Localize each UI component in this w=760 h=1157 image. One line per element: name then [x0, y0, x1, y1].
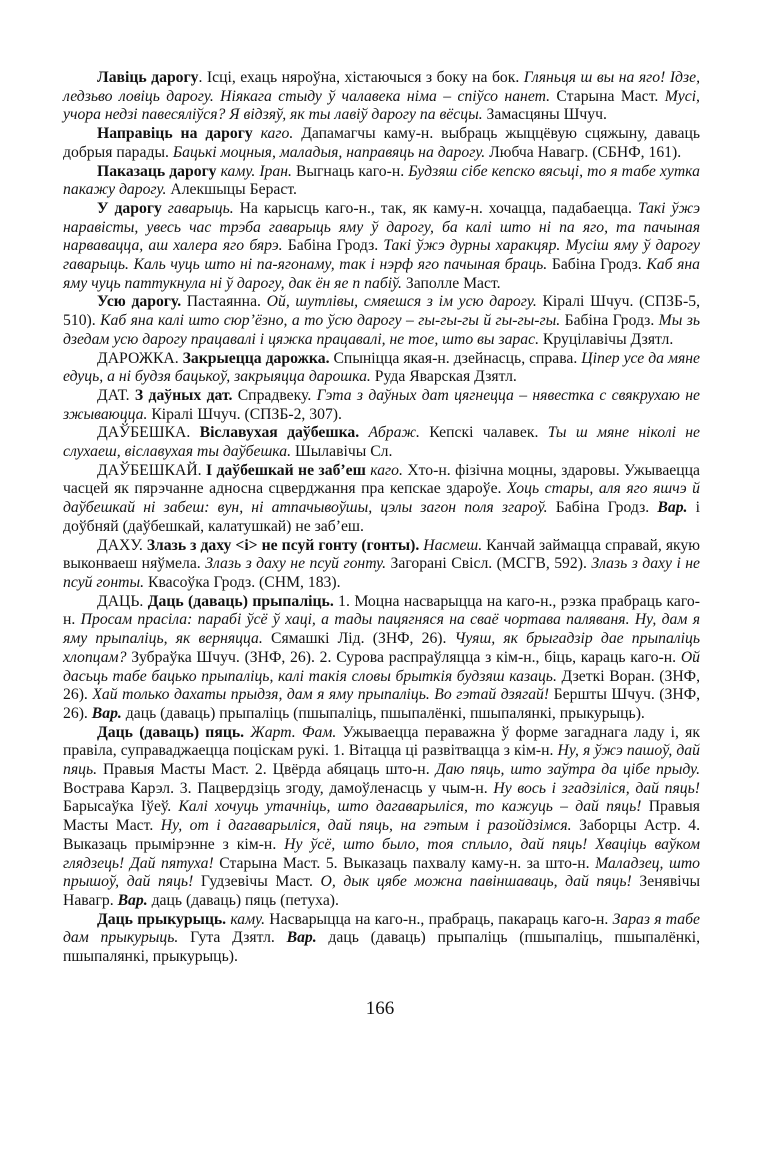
text-run: каму.: [230, 910, 266, 928]
text-run: 1. Моцна насварыцца на каго-н., рэзка прабраць каго-н.: [63, 592, 700, 629]
text-run: Насварыцца на каго-н., прабраць, пакараць каго-н.: [265, 910, 613, 928]
text-run: каго.: [370, 461, 403, 479]
text-run: Злазь з даху не псуй гонту.: [205, 555, 387, 573]
text-run: Ты ш мяне ніколі не слухаеш, віславухая ты даўбешка.: [63, 424, 701, 461]
text-run: даць (даваць) прыпаліць (пшыпаліць, пшыпалёнкі, пшыпалянкі, прыкурыць).: [63, 929, 701, 966]
text-run: Ужываецца пераважна ў форме загаднага ладу і, як правіла, суправаджаецца поціскам рукі. 1. Вітацца ці развітвацца з кім-н.: [63, 723, 701, 760]
text-run: Заполле Маст.: [401, 274, 501, 292]
text-run: Даць прыкурыць.: [97, 910, 227, 928]
text-run: Дзеткі Воран. (ЗНФ, 26).: [63, 667, 700, 704]
text-run: ДАТ.: [97, 386, 135, 404]
text-run: Круцілавічы Дзятл.: [539, 330, 674, 348]
text-run: Вар.: [286, 929, 317, 947]
text-run: Зенявічы Навагр.: [63, 873, 701, 909]
text-run: . Ісці, ехаць няроўна, хістаючыся з боку на бок.: [198, 69, 524, 86]
text-run: Выгнаць каго-н.: [291, 162, 409, 180]
text-run: Ой дасьць табе бацько прыпаліць, калі такія словы брыткія будзяш казаць.: [63, 648, 700, 685]
text-run: Спыніцца якая-н. дзейнасць, справа.: [329, 349, 582, 367]
text-run: Гута Дзятл.: [178, 929, 287, 947]
text-run: ДАХУ.: [97, 536, 147, 554]
text-run: Ну, я ўжэ пашоў, дай пяць.: [63, 742, 700, 779]
text-run: Вар.: [657, 499, 688, 517]
text-run: Просам прасіла: парабі ўсё ў хаці, а тады пацягняся на сваё чортава паляваня. Ну, дам я яму прыпаліць, як верняцца.: [63, 611, 700, 648]
text-run: Правыя Масты Маст.: [63, 798, 700, 835]
text-run: Насмеш.: [423, 536, 483, 554]
text-run: Такі ўжэ дурны харакцяр. Мусіш яму ў дарогу гаварыць. Каль чуць што ні па-ягонаму, так і нэрф яго пачыная браць.: [63, 237, 700, 274]
text-run: Ну, от і дагаварыліся, дай пяць, на гэтым і разойдзімся.: [160, 817, 572, 835]
text-run: Замасцяны Шчуч.: [486, 106, 607, 124]
text-run: У дарогу: [97, 199, 168, 217]
dictionary-entry: [63, 163, 700, 200]
text-run: Спрадвеку.: [232, 386, 317, 404]
dictionary-entry: [63, 462, 700, 537]
text-run: Хто-н. фізічна моцны, здаровы. Ужываецца часцей як пярэчанне адносна сцверджання пра кепскае здароўе.: [63, 461, 700, 498]
text-run: Даць (даваць) пяць.: [97, 723, 245, 741]
text-run: і доўбняй (даўбешкай, калатушкай) не заб’еш.: [63, 499, 701, 535]
text-run: [359, 424, 368, 441]
dictionary-entry: [63, 537, 700, 593]
text-run: Бабіна Гродз.: [560, 312, 659, 330]
text-run: На карысць каго-н., так, як каму-н. хочацца, падабаецца.: [233, 199, 638, 217]
text-run: Старына Маст. 5. Выказаць пахвалу каму-н. за што-н.: [213, 854, 596, 872]
text-run: Лавіць дарогу: [97, 69, 199, 86]
dictionary-entry: [63, 200, 700, 294]
text-run: Бабіна Гродз.: [547, 256, 647, 274]
text-run: Такі ўжэ наравісты, увесь час трэба гаварыць яму ў дарогу, ба калі што ні па яго, та пачыная нарвавацца, аш халера яго бярэ.: [63, 199, 700, 255]
text-run: ДАЎБЕШКА.: [97, 424, 200, 442]
text-run: Гляньця ш вы на яго! Ідзе, ледзьво ловіць дарогу. Ніякага стыду ў чалавека німа – спіўсо нанет.: [63, 69, 701, 105]
text-run: даць (даваць) пяць (петуха).: [147, 891, 339, 909]
text-run: Кіралі Шчуч. (СПЗБ-5, 510).: [63, 293, 701, 330]
text-run: Пастаянна.: [181, 293, 267, 311]
text-run: Ціпер усе да мяне едуць, а ні будзя бацькоў, закрыяцца дарошка.: [63, 349, 700, 386]
text-run: Ну ўсё, што было, тоя сплыло, дай пяць! Хваціць ваўком глядзець! Дай пятуха!: [63, 835, 700, 872]
text-run: Паказаць дарогу: [97, 162, 221, 180]
text-run: Бабіна Гродз.: [282, 237, 384, 255]
text-run: І даўбешкай не заб’еш: [206, 461, 371, 479]
text-run: Закрыецца дарожка.: [182, 349, 330, 367]
text-run: Вар.: [91, 704, 122, 722]
text-run: каго.: [260, 125, 294, 143]
text-run: Бабіна Гродз.: [547, 499, 658, 517]
text-run: Каб яна калі што сюр’ёзно, а то ўсю дарогу – гы-гы-гы й гы-гы-гы.: [100, 312, 561, 330]
page-number: 166: [365, 998, 395, 1019]
text-run: даць (даваць) прыпаліць (пшыпаліць, пшыпалёнкі, пшыпалянкі, прыкурыць).: [121, 704, 645, 722]
text-run: Вар.: [117, 891, 148, 909]
text-run: Даю пяць, што заўтра да цібе прыду.: [435, 761, 700, 779]
dictionary-entry: [63, 293, 700, 349]
page-body: [63, 69, 700, 967]
text-run: Дапамагчы каму-н. выбраць жыццёвую сцяжыну, даваць добрыя парады.: [63, 125, 701, 161]
text-run: Злазь з даху <і> не псуй гонту (гонты).: [146, 536, 420, 554]
text-run: Направіць на дарогу: [97, 125, 261, 143]
text-run: Барысаўка Іўеў.: [63, 798, 179, 816]
text-run: Калі хочуць утачніць, што дагаварыліся, то кажуць – дай пяць!: [178, 798, 642, 816]
text-run: Шылавічы Сл.: [291, 443, 393, 461]
text-run: Зараз я табе дам прыкурыць.: [63, 910, 700, 947]
dictionary-entry: [63, 125, 700, 162]
text-run: Віславухая даўбешка.: [199, 424, 360, 442]
text-run: Злазь з даху і не псуй гонты.: [63, 555, 701, 591]
text-run: О, дык цябе можна павіншаваць, дай пяць!: [320, 873, 632, 891]
text-run: Любча Навагр. (СБНФ, 161).: [485, 143, 682, 161]
text-run: Бацькі моцныя, маладыя, направяць на дарогу.: [172, 143, 486, 161]
text-run: Жарт. Фам.: [250, 723, 337, 741]
text-run: Правыя Масты Маст. 2. Цвёрда абяцаць што-н.: [97, 761, 436, 779]
text-run: Загорані Свісл. (МСГВ, 592).: [386, 555, 592, 573]
text-run: З даўных дат.: [134, 386, 233, 404]
text-run: Ну вось і згадзіліся, дай пяць!: [493, 779, 701, 797]
dictionary-entry: [63, 69, 700, 125]
text-run: Маладзец, што прышоў, дай пяць!: [63, 854, 700, 891]
dictionary-entry: [63, 593, 700, 724]
text-run: ДАЦЬ.: [97, 592, 148, 610]
text-run: Сямашкі Лід. (ЗНФ, 26).: [262, 630, 455, 648]
text-run: Заборцы Астр. 4. Выказаць прымірэнне з кім-н.: [63, 817, 700, 853]
dictionary-entry: [63, 350, 700, 387]
text-run: Зубраўка Шчуч. (ЗНФ, 26). 2. Сурова распраўляцца з кім-н., біць, караць каго-н.: [126, 648, 681, 666]
text-run: Хоць стары, аля яго яшчэ й даўбешкай ні забеш: вун, ні атпачывоўшы, цэлы загон поля згароў.: [63, 480, 700, 517]
text-run: Усю дарогу.: [97, 293, 182, 311]
text-run: Будзяш сібе кепско вясьці, то я табе хутка пакажу дарогу.: [63, 162, 700, 199]
text-run: Ой, шутлівы, смяешся з ім усю дарогу.: [266, 293, 537, 311]
text-run: Кепскі чалавек.: [419, 424, 548, 442]
text-run: каму. Іран.: [220, 162, 292, 180]
dictionary-entry: [63, 387, 700, 424]
text-run: Чуяш, як брыгадзір дае прыпаліць хлопцам?: [63, 630, 700, 666]
text-run: Руда Яварская Дзятл.: [370, 368, 517, 386]
text-run: Гудзевічы Маст.: [193, 873, 321, 891]
text-run: гаварыць.: [167, 199, 234, 217]
text-run: ДАЎБЕШКАЙ.: [97, 461, 206, 479]
text-run: Абраж.: [368, 424, 420, 442]
text-run: Гэта з даўных дат цягнецца – нявестка с свякрухаю не зжываюцца.: [63, 386, 700, 423]
dictionary-entry: [63, 724, 700, 911]
text-run: Старына Маст.: [556, 87, 665, 105]
text-run: Кіралі Шчуч. (СПЗБ-2, 307).: [147, 405, 342, 423]
text-run: Каб яна яму чуць паттукнула ні ў дарогу, дак ён яе п пабіў.: [63, 256, 700, 292]
text-run: Мусі, учора недзі павесяліўся? Я відзяў, як ты лавіў дарогу па вёсцы.: [63, 87, 700, 124]
dictionary-entry: [63, 911, 700, 967]
text-run: Вострава Карэл. 3. Пацвердзіць згоду, дамоўленасць у чым-н.: [63, 779, 494, 797]
text-run: Бершты Шчуч. (ЗНФ, 26).: [63, 686, 701, 722]
text-run: Квасоўка Гродз. (СНМ, 183).: [144, 573, 341, 591]
text-run: ДАРОЖКА.: [97, 349, 183, 367]
text-run: Хай только дахаты прыдзя, дам я яму прыпаліць. Во гэтай дзягай!: [92, 686, 550, 704]
text-run: Мы зь дзедам усю дарогу працавалі і цяжка працавалі, не тое, што вы зарас.: [63, 312, 700, 348]
text-run: Даць (даваць) прыпаліць.: [147, 592, 334, 610]
text-run: Алекшыцы Бераст.: [166, 181, 297, 199]
dictionary-entry: [63, 424, 700, 461]
text-run: Канчай займацца справай, якую выконваеш няўмела.: [63, 536, 700, 573]
